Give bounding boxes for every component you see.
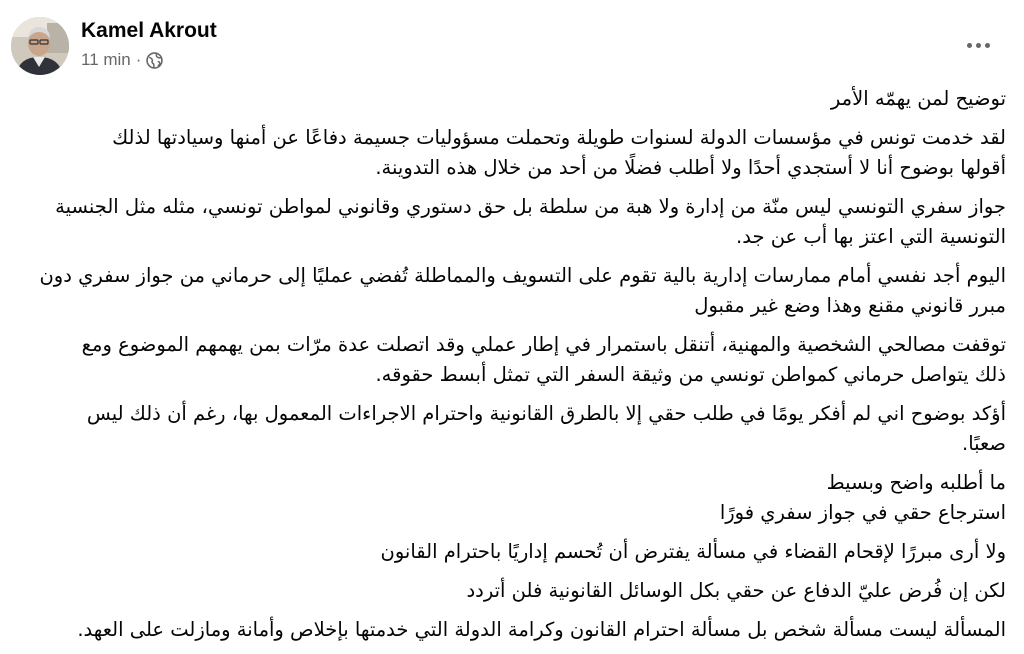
meta-separator: ·	[135, 50, 142, 69]
post-paragraph	[16, 261, 1006, 321]
post-paragraph	[16, 84, 1006, 114]
post-body	[16, 84, 1006, 654]
avatar[interactable]	[11, 17, 69, 75]
author-name[interactable]: Kamel Akrout	[81, 19, 217, 42]
post-paragraph	[16, 330, 1006, 390]
post-text-line: صعبًا.	[962, 432, 1006, 455]
more-options-icon[interactable]	[960, 30, 996, 60]
post-paragraph	[16, 615, 1006, 645]
post-paragraph	[16, 123, 1006, 183]
dot-icon	[976, 43, 981, 48]
post-text-line: توقفت مصالحي الشخصية والمهنية، أتنقل باستمرار في إطار عملي وقد اتصلت عدة مرّات بمن يهمهم الموضوع ومع	[81, 333, 1006, 356]
post-text-line: أؤكد بوضوح اني لم أفكر يومًا في طلب حقي إلا بالطرق القانونية واحترام الاجراءات المعمول بها، رغم أن ذلك ليس	[86, 402, 1006, 425]
post-paragraph	[16, 399, 1006, 459]
dot-icon	[967, 43, 972, 48]
post-text-line: اليوم أجد نفسي أمام ممارسات إدارية بالية تقوم على التسويف والمماطلة تُفضي عمليًا إلى حرماني من جواز سفري دون	[39, 264, 1006, 287]
post-text-line: استرجاع حقي في جواز سفري فورًا	[719, 501, 1006, 524]
post-text-line: ولا أرى مبررًا لإقحام القضاء في مسألة يفترض أن تُحسم إداريًا باحترام القانون	[380, 540, 1006, 563]
post-paragraph	[16, 192, 1006, 252]
globe-icon[interactable]	[146, 52, 163, 69]
post-text-line: توضيح لمن يهمّه الأمر	[830, 87, 1006, 110]
post-text-line: التونسية التي اعتز بها أب عن جد.	[736, 225, 1006, 248]
post-text-line: مبرر قانوني مقنع وهذا وضع غير مقبول	[694, 294, 1006, 317]
post-meta	[81, 49, 163, 71]
dot-icon	[985, 43, 990, 48]
post-paragraph	[16, 468, 1006, 528]
post-text-line: لكن إن فُرض عليّ الدفاع عن حقي بكل الوسائل القانونية فلن أتردد	[466, 579, 1006, 602]
post-header	[0, 0, 1024, 80]
post-text-line: ما أطلبه واضح وبسيط	[826, 471, 1006, 494]
post-paragraph	[16, 537, 1006, 567]
post-text-line: المسألة ليست مسألة شخص بل مسألة احترام القانون وكرامة الدولة التي خدمتها بإخلاص وأمانة ومازلت على العهد.	[77, 618, 1006, 641]
post-time[interactable]: 11 min	[81, 50, 131, 69]
post-text-line: جواز سفري التونسي ليس منّة من إدارة ولا هبة من سلطة بل حق دستوري وقانوني لمواطن تونسي، مثله مثل الجنسية	[55, 195, 1006, 218]
post-text-line: ذلك يتواصل حرماني كمواطن تونسي من وثيقة السفر التي تمثل أبسط حقوقه.	[375, 363, 1006, 386]
post-text-line: أقولها بوضوح أنا لا أستجدي أحدًا ولا أطلب فضلًا من أحد من خلال هذه التدوينة.	[375, 156, 1006, 179]
post-paragraph	[16, 576, 1006, 606]
post-text-line: لقد خدمت تونس في مؤسسات الدولة لسنوات طويلة وتحملت مسؤوليات جسيمة دفاعًا عن أمنها وسيادتها لذلك	[112, 126, 1006, 149]
